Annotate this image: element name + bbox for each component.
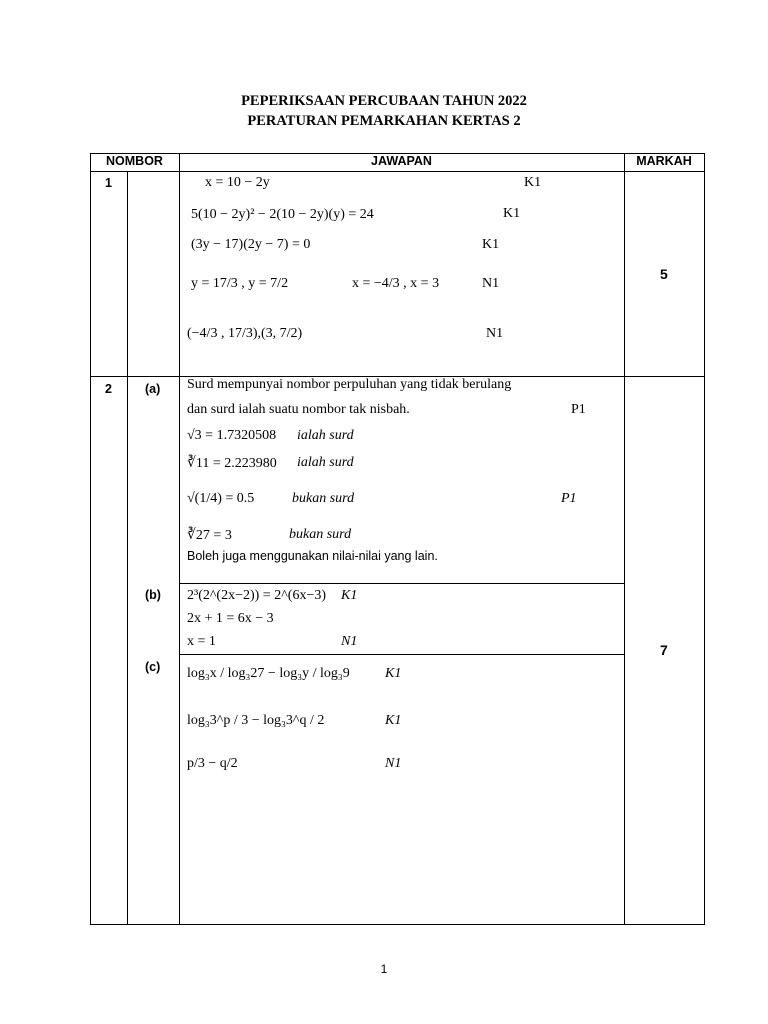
q2b-step-3: x = 1 <box>187 634 216 649</box>
q2a-text-2: dan surd ialah suatu nombor tak nisbah. <box>187 402 410 417</box>
page-number: 1 <box>380 962 388 976</box>
q1-mark-code-2: K1 <box>503 206 521 221</box>
q2b-step-1: 2³(2^(2x−2)) = 2^(6x−3) <box>187 588 326 603</box>
q2a-text-1: Surd mempunyai nombor perpuluhan yang tidak berulang <box>187 377 512 392</box>
q2c-step-2: log₃3^p / 3 − log₃3^q / 2 <box>187 713 325 728</box>
q1-step-2: 5(10 − 2y)² − 2(10 − 2y)(y) = 24 <box>191 207 374 222</box>
header-nombor: NOMBOR <box>106 154 163 168</box>
q2a-example-2-tag: ialah surd <box>297 455 354 470</box>
question-number: 1 <box>105 176 112 190</box>
q2a-mark-code-1: P1 <box>571 402 586 417</box>
q2a-example-3-tag: bukan surd <box>292 491 355 506</box>
q2b-step-2: 2x + 1 = 6x − 3 <box>187 611 274 626</box>
q2-total-mark: 7 <box>660 642 668 658</box>
q2a-example-4-tag: bukan surd <box>289 527 352 542</box>
q1-answer: (−4/3 , 17/3),(3, 7/2) <box>187 326 303 341</box>
q1-mark-code-4: N1 <box>482 276 500 291</box>
q1-total-mark: 5 <box>660 266 668 282</box>
part-label-c: (c) <box>145 660 161 674</box>
q1-step-1: x = 10 − 2y <box>205 175 270 190</box>
q1-mark-code-3: K1 <box>482 237 500 252</box>
q2a-example-1: √3 = 1.7320508 <box>187 428 277 443</box>
q1-step-4-x: x = −4/3 , x = 3 <box>352 276 440 291</box>
q2a-note: Boleh juga menggunakan nilai-nilai yang lain. <box>187 549 438 563</box>
part-label-b: (b) <box>145 588 161 602</box>
q2a-example-2: ∛11 = 2.223980 <box>187 456 277 471</box>
q1-step-4-y: y = 17/3 , y = 7/2 <box>191 276 289 291</box>
q2b-mark-code-1: K1 <box>341 588 358 603</box>
document-subtitle: PERATURAN PEMARKAHAN KERTAS 2 <box>247 113 521 129</box>
q2a-example-4: ∛27 = 3 <box>187 528 232 543</box>
q1-mark-code-5: N1 <box>486 326 504 341</box>
document-title: PEPERIKSAAN PERCUBAAN TAHUN 2022 <box>241 93 527 109</box>
q2a-example-3: √(1/4) = 0.5 <box>187 491 255 506</box>
q2c-mark-code-3: N1 <box>385 756 402 771</box>
q2a-example-1-tag: ialah surd <box>297 428 354 443</box>
q2c-mark-code-1: K1 <box>385 666 402 681</box>
header-markah: MARKAH <box>636 154 692 168</box>
header-jawapan: JAWAPAN <box>371 154 432 168</box>
q2a-mark-code-2: P1 <box>561 491 577 506</box>
q1-step-3: (3y − 17)(2y − 7) = 0 <box>191 237 311 252</box>
q1-mark-code-1: K1 <box>524 175 542 190</box>
question-number: 2 <box>105 382 112 396</box>
part-label-a: (a) <box>145 382 161 396</box>
q2c-step-3: p/3 − q/2 <box>187 756 238 771</box>
q2c-step-1: log₃x / log₃27 − log₃y / log₃9 <box>187 666 350 681</box>
q2c-mark-code-2: K1 <box>385 713 402 728</box>
q2b-mark-code-3: N1 <box>341 634 358 649</box>
